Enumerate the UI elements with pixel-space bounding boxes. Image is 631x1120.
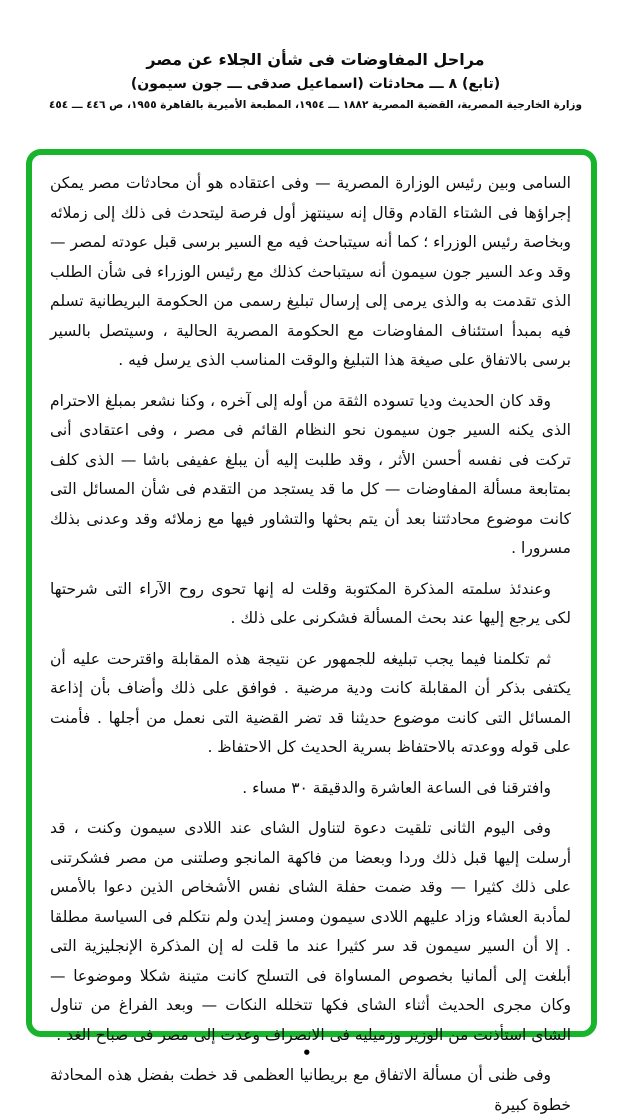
footer-mark: •	[302, 1044, 312, 1062]
paragraph: وفى اليوم الثانى تلقيت دعوة لتناول الشاى عند اللادى سيمون وكنت ، قد أرسلت إليها قبل ذلك وردا وبعضا من فاكهة المانجو وصلتنى من مصر فشكرتنى على ذلك كثيرا — وقد ضمت حفلة الشاى نفس الأشخاص الذين دعوا بالأمس لمأدبة العشاء وزاد عليهم اللادى سيمون ومسز إيدن ولم نتكلم فى السياسة مطلقا . إلا أن السير سيمون قد سر كثيرا عند ما قلت له إن المذكرة الإنجليزية التى أبلغت إلى ألمانيا بخصوص المساواة فى التسلح كانت متينة شكلا وموضوعا — وكان مجرى الحديث أثناء الشاى فكها تتخلله النكات — وبعد الفراغ من تناول الشاى استأذنت من الوزير وزميليه فى الانصراف وعدت إلى مصر فى صباح الغد .	[50, 819, 571, 1044]
paragraph: وفى ظنى أن مسألة الاتفاق مع بريطانيا العظمى قد خطت بفضل هذه المحادثة خطوة كبيرة	[50, 1066, 571, 1114]
paragraph: وقد كان الحديث وديا تسوده الثقة من أوله إلى آخره ، وكنا نشعر بمبلغ الاحترام الذى يكنه السير جون سيمون نحو النظام القائم فى مصر ، وفى اعتقادى أنى تركت فى نفسه أحسن الأثر ، وقد طلبت إليه أن يبلغ عفيفى باشا — الذى كلف بمتابعة مسألة المفاوضات — كل ما قد يستجد من التقدم فى شأن المسائل التى كانت موضوع محادثتنا بعد أن يتم بحثها والتشاور فيها مع زملائه وقد وعدنى بذلك مسرورا .	[50, 391, 571, 557]
paragraph: ثم تكلمنا فيما يجب تبليغه للجمهور عن نتيجة هذه المقابلة واقترحت عليه أن يكتفى بذكر أن المقابلة كانت ودية مرضية . فوافق على ذلك وأضاف بأن إذاعة المسائل التى كانت موضوع حديثنا قد تضر القضية التى نعمل من أجلها . فأمنت على قوله ووعدته بالاحتفاظ بسرية الحديث كل الاحتفاظ .	[50, 649, 571, 756]
document-body	[50, 169, 571, 1120]
paragraph: وافترقنا فى الساعة العاشرة والدقيقة ٣٠ مساء .	[242, 778, 551, 797]
document-subtitle: (تابع) ٨ ـــ محادثات (اسماعيل صدقى ـــ جون سيمون)	[130, 76, 501, 92]
document-title: مراحل المفاوضات فى شأن الجلاء عن مصر	[146, 50, 485, 69]
document-header	[0, 50, 631, 111]
paragraph: السامى وبين رئيس الوزارة المصرية — وفى اعتقاده هو أن محادثات مصر يمكن إجراؤها فى الشتاء القادم وقال إنه سينتهز أول فرصة ليتحدث فى ذلك إلى زملائه وبخاصة رئيس الوزراء ؛ كما أنه سيتباحث فيه مع السير برسى قبل عودته لمصر — وقد وعد السير جون سيمون أنه سيتباحث كذلك مع رئيس الوزراء فى شأن الطلب الذى تقدمت به والذى يرمى إلى إرسال تبليغ رسمى من الحكومة البريطانية تسلم فيه بمبدأ استئناف المفاوضات مع الحكومة المصرية الحالية ، وسيتصل بالسير برسى بالاتفاق على صيغة هذا التبليغ والوقت المناسب الذى يرسل فيه .	[50, 174, 571, 369]
green-highlight-box	[26, 149, 597, 1114]
paragraph: وعندئذ سلمته المذكرة المكتوبة وقلت له إنها تحوى روح الآراء التى شرحتها لكى يرجع إليها عند بحث المسألة فشكرنى على ذلك .	[50, 579, 571, 627]
document-source-citation: وزارة الخارجية المصرية، القضية المصرية ١٨٨٢ ـــ ١٩٥٤، المطبعة الأميرية بالقاهرة ١٩٥٥، ص ٤٤٦ ـــ ٤٥٤	[48, 99, 582, 111]
